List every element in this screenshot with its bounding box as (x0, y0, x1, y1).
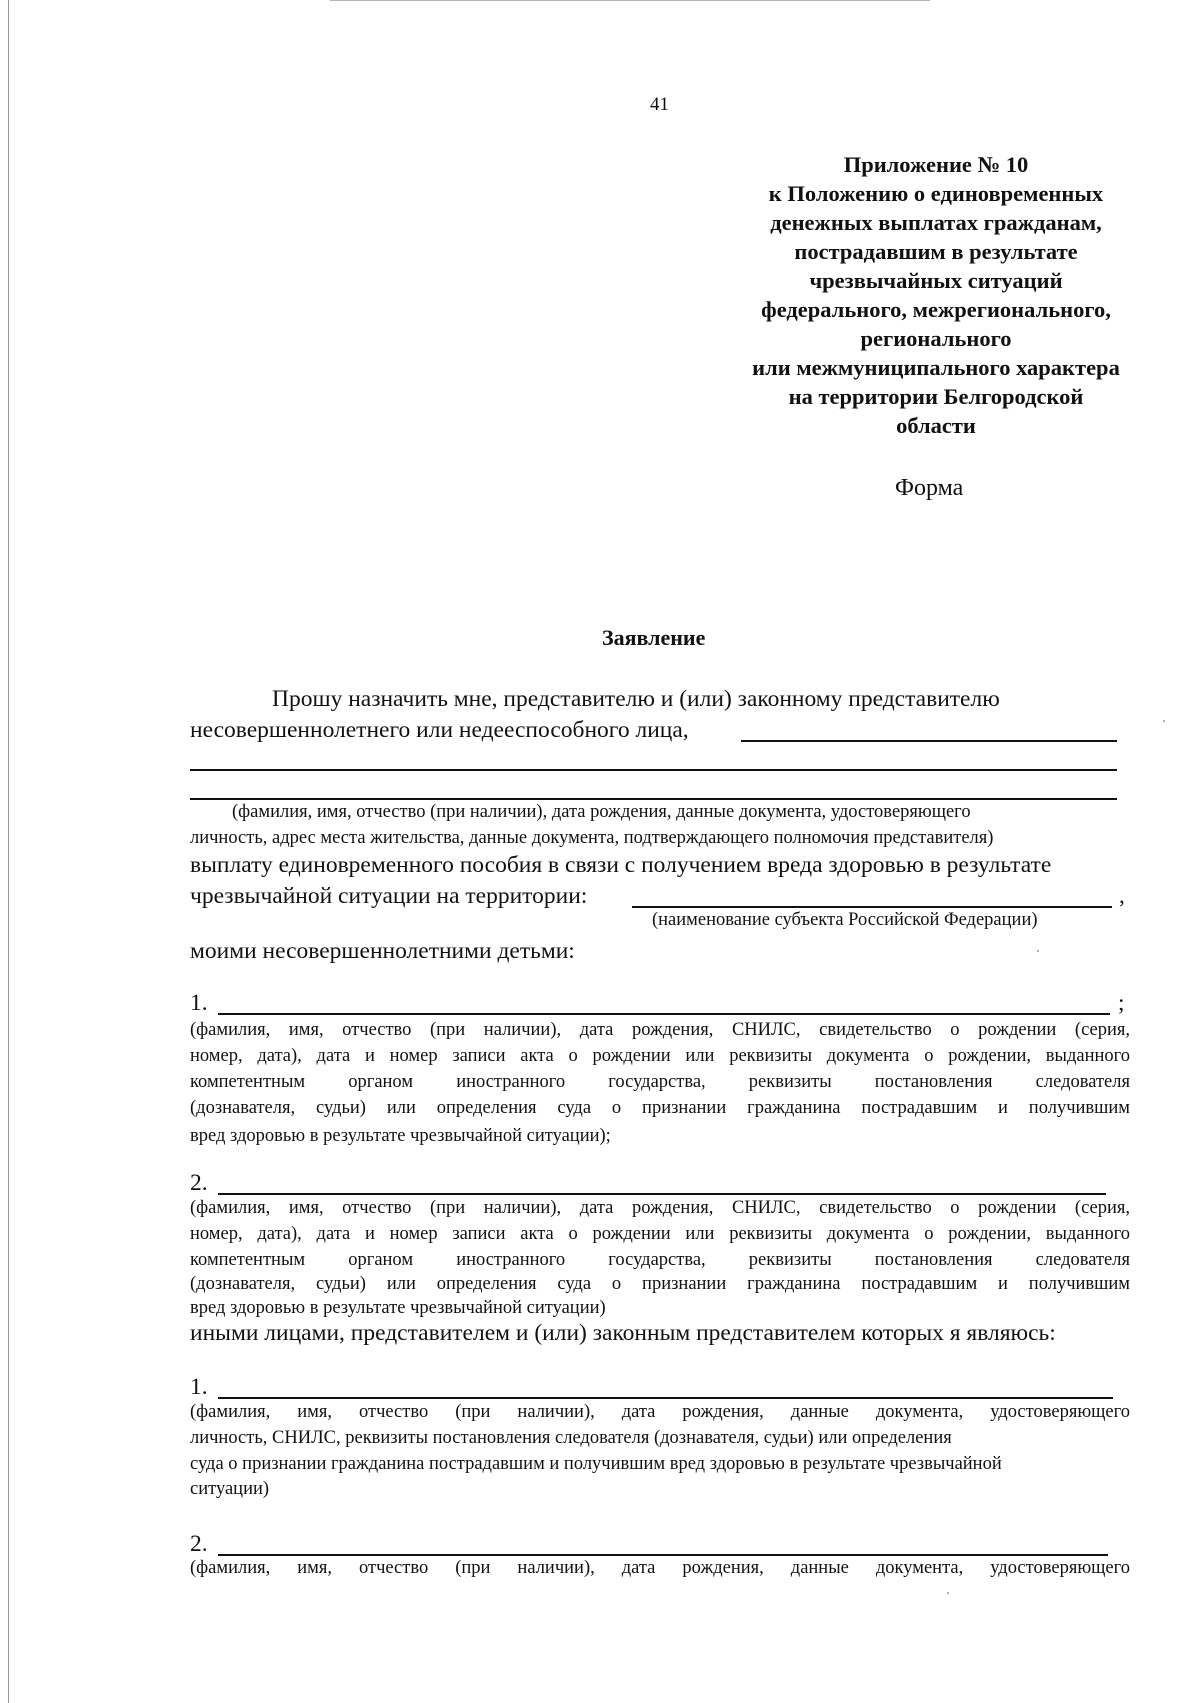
region-field[interactable] (632, 906, 1112, 908)
other-1-caption-line: ситуации) (190, 1479, 270, 1499)
others-heading: иными лицами, представителем и (или) законным представителем которых я являюсь: (190, 1320, 1056, 1346)
appendix-line: или межмуниципального характера (752, 355, 1120, 380)
applicant-caption-line-1: (фамилия, имя, отчество (при наличии), дата рождения, данные документа, удостоверяющего (232, 802, 971, 822)
child-1-field[interactable] (218, 1013, 1110, 1015)
applicant-details-field-2[interactable] (190, 798, 1117, 800)
child-1-caption-last: вред здоровью в результате чрезвычайной ситуации); (190, 1126, 611, 1146)
children-heading: моими несовершеннолетними детьми: (190, 938, 575, 964)
other-2-caption-line: (фамилия, имя, отчество (при наличии), дата рождения, данные документа, удостоверяющего (190, 1558, 1130, 1578)
appendix-line: регионального (860, 326, 1012, 351)
other-1-field[interactable] (218, 1397, 1113, 1399)
appendix-line: пострадавшим в результате (794, 239, 1078, 264)
other-2-number: 2. (190, 1531, 208, 1557)
scan-edge-top (330, 0, 930, 1)
scan-speck (1037, 950, 1039, 952)
applicant-name-field[interactable] (741, 740, 1117, 742)
scan-speck (1163, 720, 1165, 722)
child-2-caption-line: (фамилия, имя, отчество (при наличии), дата рождения, СНИЛС, свидетельство о рождении (серия, (190, 1198, 1130, 1218)
child-2-number: 2. (190, 1170, 208, 1196)
scan-speck (947, 1592, 949, 1594)
child-1-number: 1. (190, 990, 208, 1016)
region-comma: , (1119, 883, 1125, 909)
child-2-caption-line: номер, дата), дата и номер записи акта о рождении или реквизиты документа о рождении, выданного (190, 1224, 1130, 1244)
applicant-caption-line-2: личность, адрес места жительства, данные документа, подтверждающего полномочия представителя) (190, 828, 994, 848)
applicant-details-field-1[interactable] (190, 769, 1117, 771)
other-1-caption-line: суда о признании гражданина пострадавшим и получившим вред здоровью в результате чрезвычайной (190, 1454, 1002, 1474)
scan-edge-left (8, 0, 9, 1703)
child-2-caption-line: компетентным органом иностранного государства, реквизиты постановления следователя (190, 1250, 1130, 1270)
child-2-field[interactable] (218, 1193, 1106, 1195)
intro-line-1: Прошу назначить мне, представителю и (или) законному представителю (272, 686, 1000, 712)
appendix-line: к Положению о единовременных (768, 181, 1104, 206)
appendix-line: Приложение № 10 (843, 152, 1029, 177)
child-1-caption-line: номер, дата), дата и номер записи акта о рождении или реквизиты документа о рождении, выданного (190, 1046, 1130, 1066)
intro-line-2: несовершеннолетнего или недееспособного лица, (190, 717, 689, 743)
other-1-caption-line: (фамилия, имя, отчество (при наличии), дата рождения, данные документа, удостоверяющего (190, 1402, 1130, 1422)
other-1-caption-line: личность, СНИЛС, реквизиты постановления следователя (дознавателя, судьи) или определения (190, 1428, 952, 1448)
appendix-line: денежных выплатах гражданам, (770, 210, 1102, 235)
child-1-caption-line: компетентным органом иностранного государства, реквизиты постановления следователя (190, 1072, 1130, 1092)
appendix-header (700, 150, 1172, 440)
payment-line-1: выплату единовременного пособия в связи с получением вреда здоровью в результате (190, 852, 1052, 878)
child-1-caption-line: (фамилия, имя, отчество (при наличии), дата рождения, СНИЛС, свидетельство о рождении (серия, (190, 1020, 1130, 1040)
other-1-number: 1. (190, 1374, 208, 1400)
child-1-caption-line: (дознавателя, судьи) или определения суда о признании гражданина пострадавшим и получившим (190, 1098, 1130, 1118)
form-label: Форма (895, 475, 964, 501)
appendix-line: области (896, 413, 976, 438)
child-2-caption-line: (дознавателя, судьи) или определения суда о признании гражданина пострадавшим и получившим (190, 1274, 1130, 1294)
child-1-end-mark: ; (1118, 990, 1125, 1016)
region-caption: (наименование субъекта Российской Федерации) (652, 910, 1038, 930)
appendix-line: федерального, межрегионального, (761, 297, 1111, 322)
other-2-field[interactable] (218, 1554, 1108, 1556)
payment-line-2: чрезвычайной ситуации на территории: (190, 883, 588, 909)
document-title: Заявление (602, 625, 706, 650)
child-2-caption-last: вред здоровью в результате чрезвычайной ситуации) (190, 1298, 606, 1318)
appendix-line: на территории Белгородской (788, 384, 1084, 409)
appendix-line: чрезвычайных ситуаций (809, 268, 1063, 293)
page-number: 41 (650, 94, 669, 115)
